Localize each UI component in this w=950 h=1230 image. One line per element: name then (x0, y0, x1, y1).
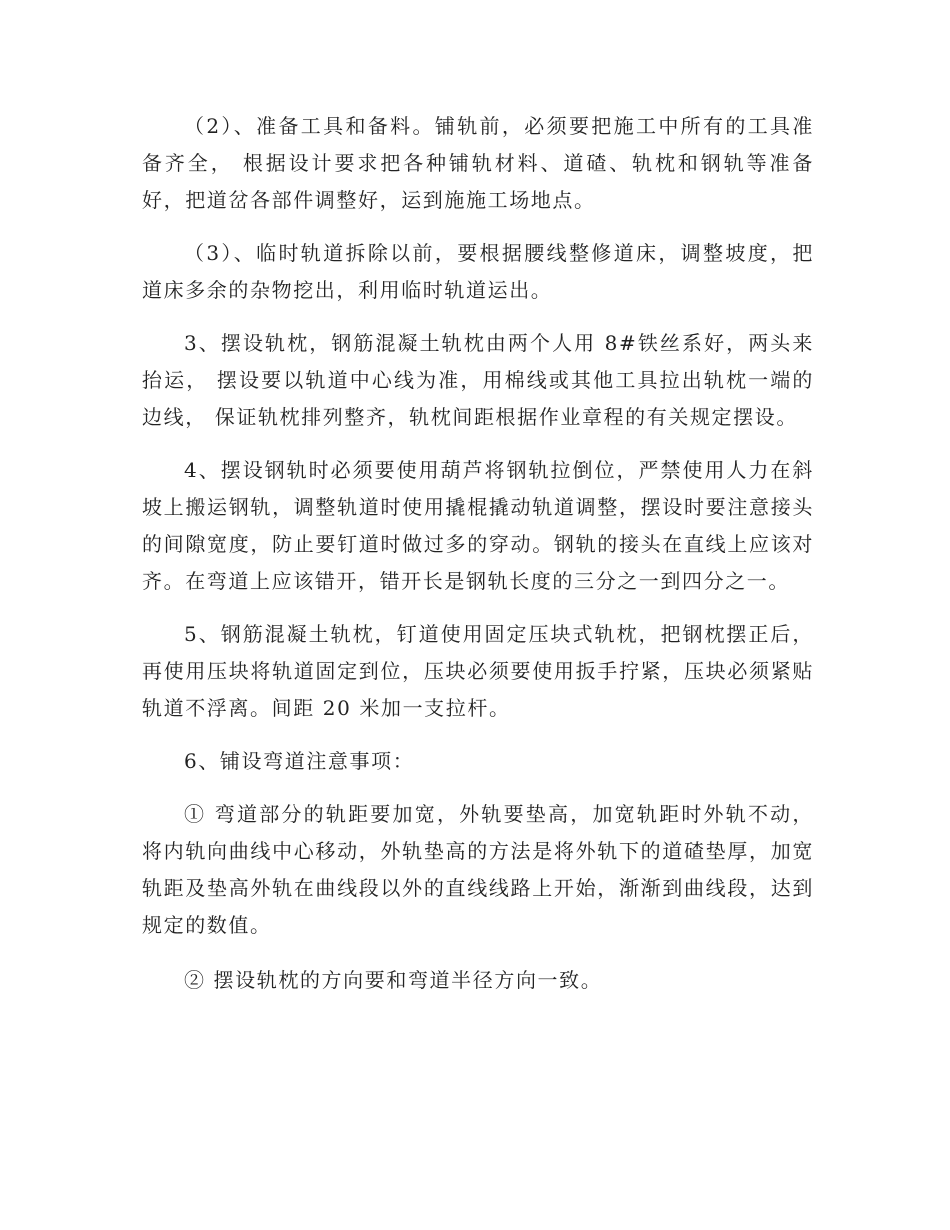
paragraph-lay-sleepers: 3、摆设轨枕，钢筋混凝土轨枕由两个人用 8#铁丝系好，两头来抬运， 摆设要以轨道中心线为准，用棉线或其他工具拉出轨枕一端的边线， 保证轨枕排列整齐，轨枕间距根据作业章程的有关规定摆设。 (142, 331, 814, 429)
paragraph-remove-temporary-track: （3）、临时轨道拆除以前，要根据腰线整修道床，调整坡度，把道床多余的杂物挖出，利用临时轨道运出。 (142, 241, 814, 302)
paragraph-concrete-sleepers: 5、钢筋混凝土轨枕，钉道使用固定压块式轨枕，把钢枕摆正后，再使用压块将轨道固定到位，压块必须要使用扳手拧紧，压块必须紧贴轨道不浮离。间距 20 米加一支拉杆。 (142, 622, 814, 720)
paragraph-curve-note-2: ② 摆设轨枕的方向要和弯道半径方向一致。 (184, 968, 603, 992)
paragraph-lay-rails: 4、摆设钢轨时必须要使用葫芦将钢轨拉倒位，严禁使用人力在斜坡上搬运钢轨，调整轨道时使用撬棍撬动轨道调整，摆设时要注意接头的间隙宽度，防止要钉道时做过多的穿动。钢轨的接头在直线上应该对齐。在弯道上应该错开，错开长是钢轨长度的三分之一到四分之一。 (142, 458, 814, 593)
paragraph-curve-notes-heading: 6、铺设弯道注意事项： (184, 749, 415, 773)
paragraph-curve-note-1: ① 弯道部分的轨距要加宽，外轨要垫高，加宽轨距时外轨不动，将内轨向曲线中心移动，外轨垫高的方法是将外轨下的道碴垫厚，加宽轨距及垫高外轨在曲线段以外的直线线路上开始，渐渐到曲线段，达到规定的数值。 (142, 802, 814, 937)
document-body (142, 108, 814, 1015)
paragraph-prepare-tools: （2）、准备工具和备料。铺轨前，必须要把施工中所有的工具准备齐全， 根据设计要求把各种铺轨材料、道碴、轨枕和钢轨等准备好，把道岔各部件调整好，运到施施工场地点。 (142, 114, 814, 212)
